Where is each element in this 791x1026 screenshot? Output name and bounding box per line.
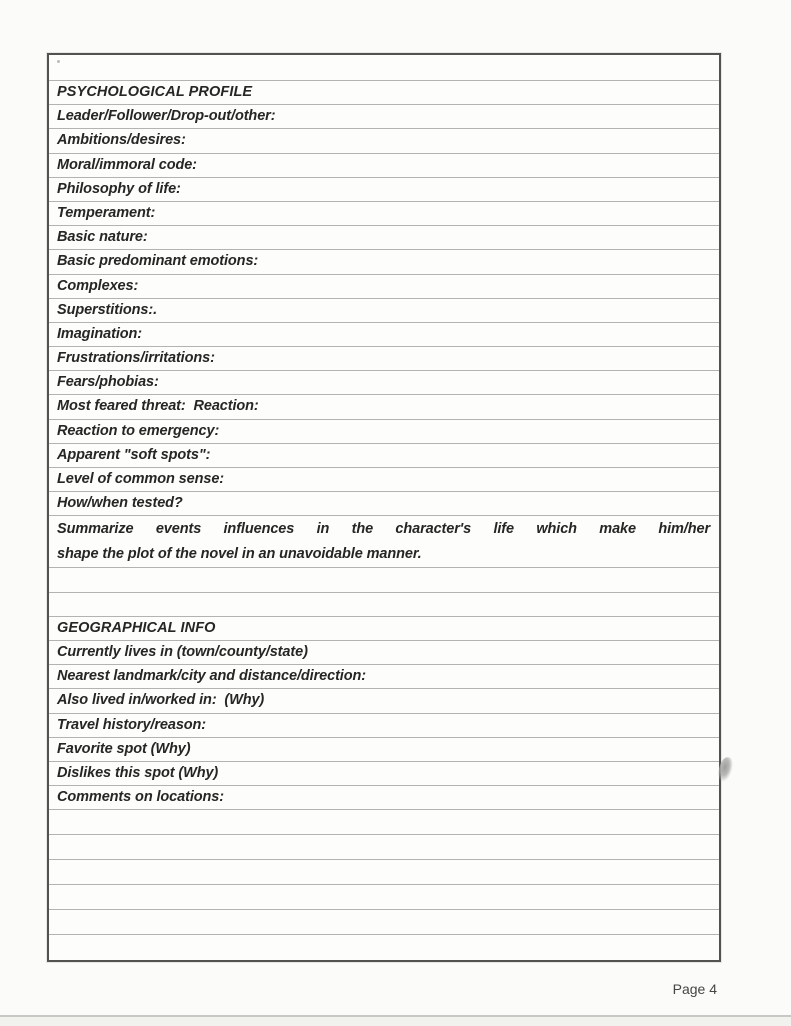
field-label: Dislikes this spot (Why) — [57, 764, 219, 781]
summary-instruction-row — [49, 516, 719, 568]
table-row — [49, 347, 719, 371]
blank-row — [49, 55, 719, 81]
field-label: Favorite spot (Why) — [57, 740, 191, 757]
table-row — [49, 202, 719, 226]
field-label: Frustrations/irritations: — [57, 350, 215, 367]
table-row — [49, 444, 719, 468]
summary-instruction-line2: shape the plot of the novel in an unavoidable manner. — [57, 546, 422, 563]
page-number: Page 4 — [672, 981, 717, 997]
field-label: Travel history/reason: — [57, 716, 207, 733]
table-row — [49, 689, 719, 713]
field-label: Also lived in/worked in: (Why) — [57, 692, 265, 709]
table-row — [49, 250, 719, 274]
blank-row — [49, 810, 719, 835]
scanner-edge-band — [0, 1015, 791, 1026]
field-label: How/when tested? — [57, 495, 183, 512]
section-header-row — [49, 617, 719, 641]
field-label: Comments on locations: — [57, 789, 224, 806]
table-row — [49, 665, 719, 689]
table-row — [49, 105, 719, 129]
table-row — [49, 371, 719, 395]
blank-row — [49, 885, 719, 910]
table-row — [49, 275, 719, 299]
table-row — [49, 786, 719, 810]
field-label: Basic nature: — [57, 229, 148, 246]
field-label: Ambitions/desires: — [57, 132, 186, 149]
blank-row — [49, 835, 719, 860]
table-row — [49, 468, 719, 492]
field-label: Level of common sense: — [57, 471, 225, 487]
field-label: Temperament: — [57, 204, 156, 221]
table-row — [49, 178, 719, 202]
table-row — [49, 226, 719, 250]
field-label: Fears/phobias: — [57, 374, 159, 391]
field-label: Apparent "soft spots": — [57, 446, 211, 463]
blank-row — [49, 593, 719, 617]
table-row — [49, 762, 719, 786]
table-row — [49, 299, 719, 323]
field-label: Superstitions:. — [57, 301, 158, 318]
paper-speck — [57, 60, 60, 63]
field-label: Nearest landmark/city and distance/direction: — [57, 668, 366, 685]
field-label: Reaction to emergency: — [57, 422, 220, 439]
table-row — [49, 492, 719, 516]
section-header-row — [49, 81, 719, 105]
table-row — [49, 129, 719, 153]
field-label: Currently lives in (town/county/state) — [57, 643, 308, 660]
blank-row — [49, 860, 719, 885]
field-label: Imagination: — [57, 325, 142, 342]
character-profile-table — [47, 53, 721, 962]
field-label: Most feared threat: Reaction: — [57, 398, 259, 415]
table-row — [49, 420, 719, 444]
table-row — [49, 738, 719, 762]
table-row — [49, 714, 719, 738]
field-label: Leader/Follower/Drop-out/other: — [57, 108, 276, 125]
field-label: Basic predominant emotions: — [57, 253, 259, 270]
field-label: Philosophy of life: — [57, 180, 181, 197]
blank-row — [49, 935, 719, 960]
section-header-label: PSYCHOLOGICAL PROFILE — [57, 84, 253, 100]
blank-row — [49, 910, 719, 935]
table-row — [49, 154, 719, 178]
table-row — [49, 641, 719, 665]
section-header-label: GEOGRAPHICAL INFO — [57, 619, 216, 636]
table-row — [49, 323, 719, 347]
field-label: Moral/immoral code: — [57, 156, 197, 173]
summary-instruction-line1: Summarize events influences in the character's life which make him/her — [57, 521, 710, 538]
table-row — [49, 395, 719, 419]
field-label: Complexes: — [57, 277, 139, 294]
blank-row — [49, 568, 719, 592]
